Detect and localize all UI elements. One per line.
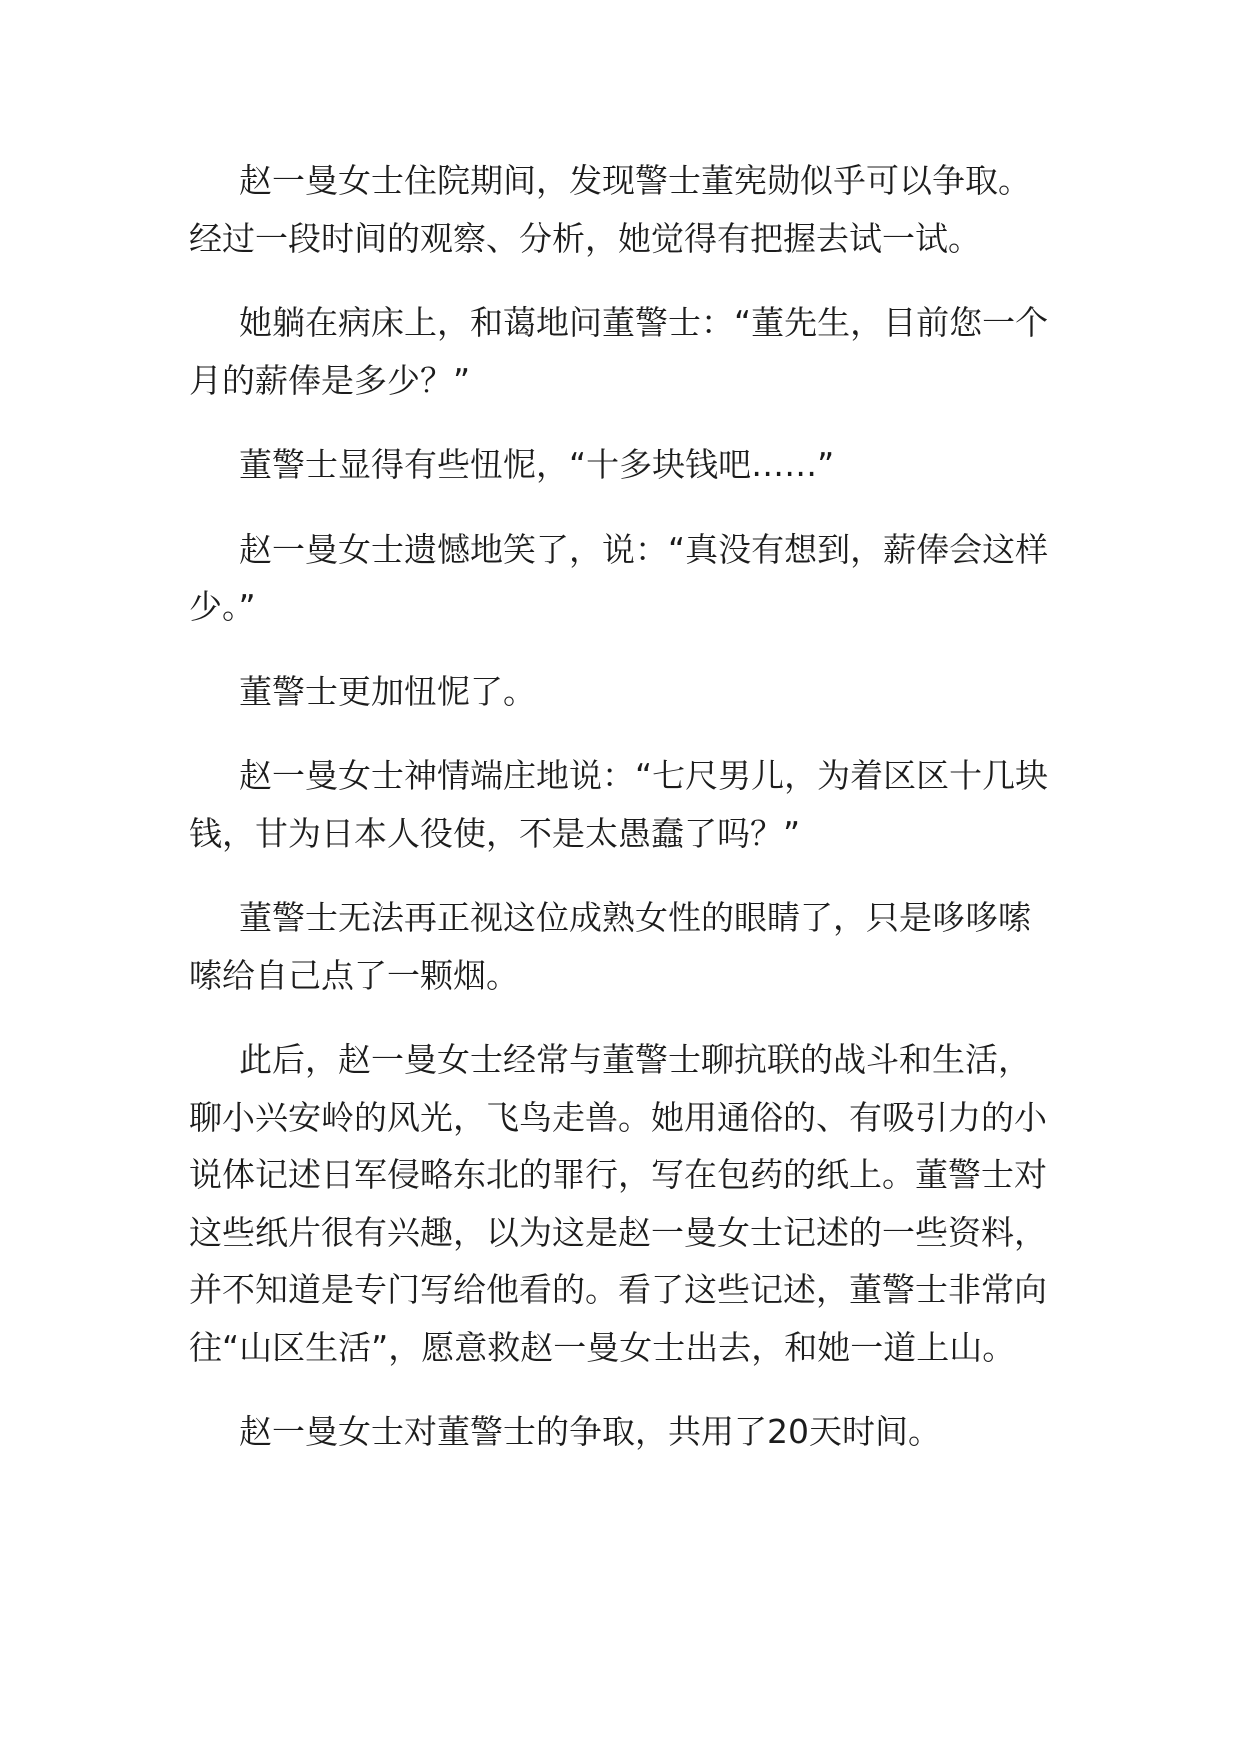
paragraph-2: 她躺在病床上，和蔼地问董警士：“董先生，目前您一个月的薪俸是多少？” (189, 303, 1049, 400)
paragraph-3: 董警士显得有些忸怩，“十多块钱吧……” (239, 445, 835, 484)
document-body (189, 152, 1049, 1488)
paragraph-5: 董警士更加忸怩了。 (239, 671, 536, 711)
paragraph-4: 赵一曼女士遗憾地笑了，说：“真没有想到，薪俸会这样少。” (189, 529, 1049, 626)
paragraph-9: 赵一曼女士对董警士的争取，共用了20天时间。 (239, 1412, 941, 1451)
paragraph-7: 董警士无法再正视这位成熟女性的眼睛了，只是哆哆嗦嗦给自己点了一颗烟。 (189, 898, 1031, 995)
paragraph-8: 此后，赵一曼女士经常与董警士聊抗联的战斗和生活，聊小兴安岭的风光，飞鸟走兽。她用通俗的、有吸引力的小说体记述日军侵略东北的罪行，写在包药的纸上。董警士对这些纸片很有兴趣，以为这是赵一曼女士记述的一些资料，并不知道是专门写给他看的。看了这些记述，董警士非常向往“山区生活”，愿意救赵一曼女士出去，和她一道上山。 (189, 1040, 1047, 1367)
paragraph-1: 赵一曼女士住院期间，发现警士董宪勋似乎可以争取。经过一段时间的观察、分析，她觉得有把握去试一试。 (189, 161, 1031, 258)
paragraph-6: 赵一曼女士神情端庄地说：“七尺男儿，为着区区十几块钱，甘为日本人役使，不是太愚蠢了吗？” (189, 756, 1049, 853)
